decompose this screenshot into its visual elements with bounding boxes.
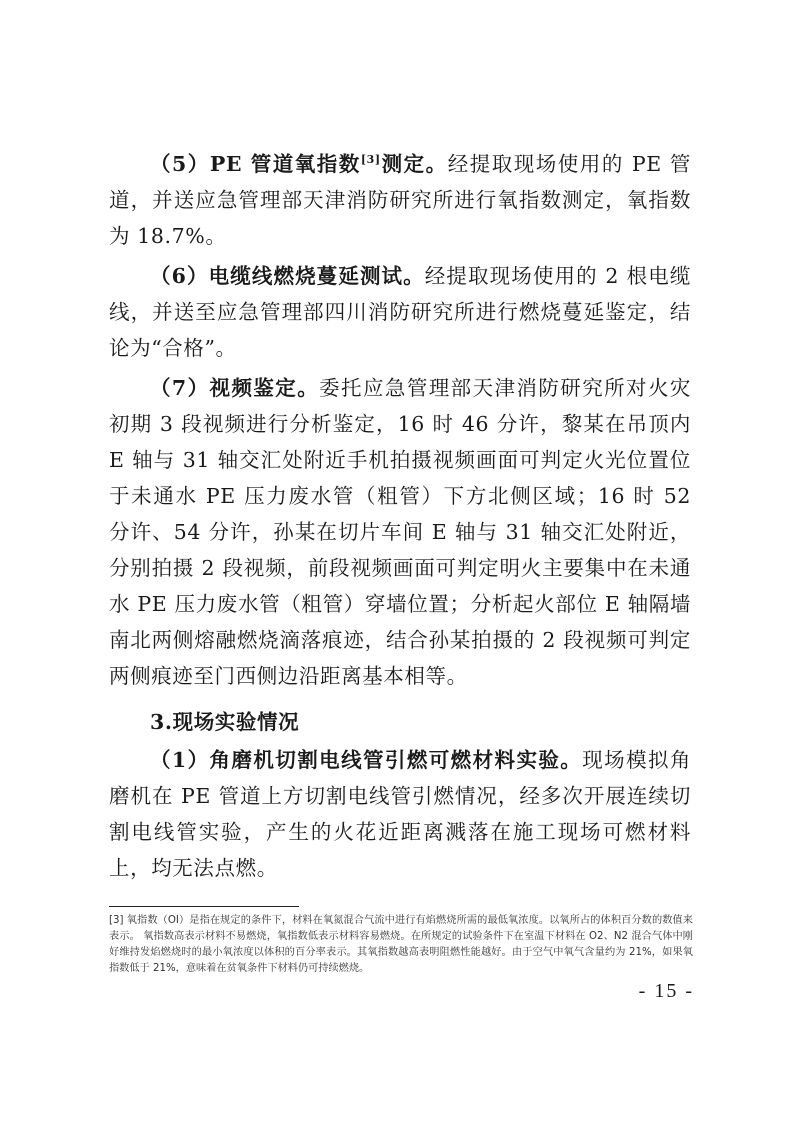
item5-label: （5）PE 管道氧指数 — [150, 152, 361, 176]
paragraph-grinder-experiment — [109, 742, 691, 886]
section-heading-experiments: 3.现场实验情况 — [150, 710, 300, 734]
exp1-text: 现场模拟角磨机在 PE 管道上方切割电线管引燃情况，经多次开展连续切割电线管实验，产生的火花近距离溅落在施工现场可燃材料上，均无法点燃。 — [109, 748, 692, 880]
footnote-reference[interactable]: [3] — [360, 153, 381, 167]
page-number: - 15 - — [638, 980, 694, 1002]
item5-label-tail: 测定。 — [380, 152, 448, 176]
paragraph-pe-oxygen-index — [109, 146, 691, 254]
item5-text: 经提取现场使用的 PE 管道，并送应急管理部天津消防研究所进行氧指数测定，氧指数为 18.7%。 — [109, 152, 691, 248]
item7-label: （7）视频鉴定。 — [150, 376, 320, 400]
footnote-divider — [109, 906, 299, 907]
paragraph-cable-burning-test — [109, 258, 691, 366]
item6-text: 经提取现场使用的 2 根电缆线，并送至应急管理部四川消防研究所进行燃烧蔓延鉴定，结论为“合格”。 — [109, 264, 691, 360]
item7-text: 委托应急管理部天津消防研究所对火灾初期 3 段视频进行分析鉴定，16 时 46 分许，黎某在吊顶内 E 轴与 31 轴交汇处附近手机拍摄视频画面可判定火光位置位于未通水 PE 压力废水管（粗管）下方北侧区域；16 时 52 分许、54 分许，孙某在切片车间 E 轴与 31 轴交汇处附近，分别拍摄 2 段视频，前段视频画面可判定明火主要集中在未通水 PE 压力废水管（粗管）穿墙位置；分析起火部位 E 轴隔墙南北两侧熔融燃烧滴落痕迹，结合孙某拍摄的 2 段视频可判定两侧痕迹至门西侧边沿距离基本相等。 — [109, 376, 691, 688]
paragraph-video-analysis — [109, 370, 691, 694]
exp1-label: （1）角磨机切割电线管引燃可燃材料实验。 — [150, 748, 583, 772]
item6-label: （6）电缆线燃烧蔓延测试。 — [150, 264, 425, 288]
footnote-oxygen-index: [3] 氧指数（OI）是指在规定的条件下，材料在氧氮混合气流中进行有焰燃烧所需的最低氧浓度。以氧所占的体积百分数的数值来表示。 氧指数高表示材料不易燃烧，氧指数低表示材料容易燃烧。在所规定的试验条件下在室温下材料在 O2、N2 混合气体中刚好维持发焰燃烧时的最小氧浓度以体积的百分率表示。其氧指数越高表明阻燃性能越好。由于空气中氧气含量约为 21%，如果氧指数低于 21%，意味着在贫氧条件下材料仍可持续燃烧。 — [109, 915, 693, 974]
